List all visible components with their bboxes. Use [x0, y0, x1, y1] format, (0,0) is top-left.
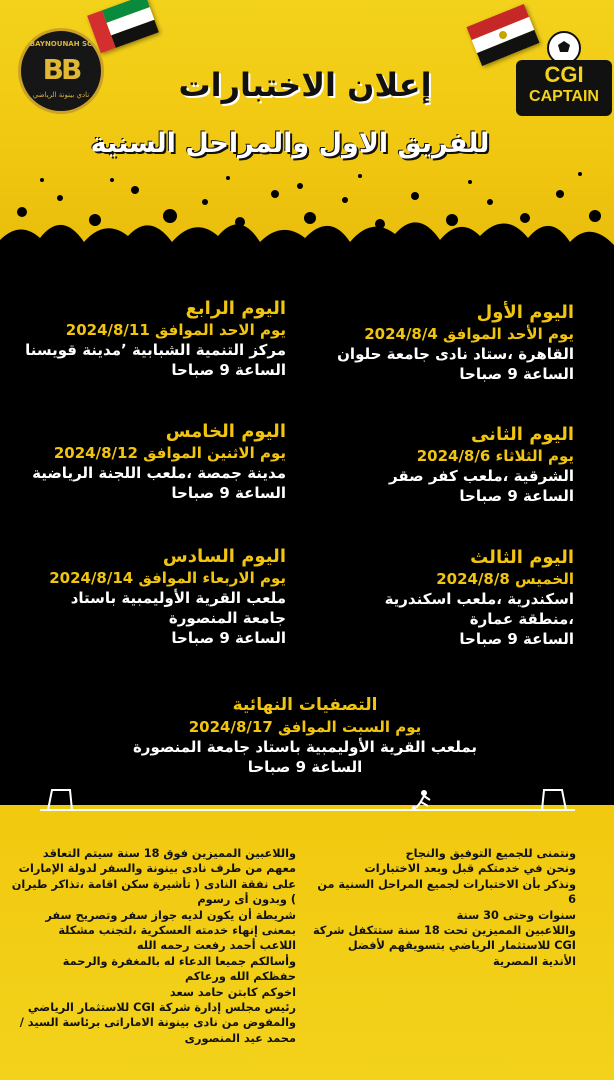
note-line: الأندية المصرية — [492, 954, 576, 968]
notes-left — [6, 846, 296, 1046]
club-logo-text-bottom: نادي بينونة الرياضي — [32, 91, 90, 99]
day-title: اليوم الثالث — [470, 547, 574, 568]
day-venue: مركز التنمية الشبابية ٬مدينة قويسنا — [25, 341, 286, 359]
day-venue: الشرقية ،ملعب كفر صقر — [388, 467, 574, 485]
day-time: الساعة 9 صباحا — [459, 487, 574, 505]
page-title: إعلان الاختبارات — [178, 66, 432, 104]
note-line: معهم من طرف نادى بينونة والسفر لدولة الإمارات — [18, 862, 296, 876]
note-line: ونتمنى للجميع التوفيق والنجاح — [405, 847, 576, 860]
finals-date: يوم السبت الموافق 2024/8/17 — [188, 718, 422, 736]
note-line: محمد عيد المنصورى — [184, 1031, 296, 1045]
day-venue: القاهرة ،ستاد نادى جامعة حلوان — [337, 345, 574, 363]
day-4 — [16, 298, 286, 380]
note-line: والمفوض من نادى بينونة الاماراتى برئاسة السيد / — [19, 1016, 296, 1030]
notes-right — [306, 846, 576, 969]
day-date: يوم الاثنين الموافق 2024/8/12 — [53, 444, 286, 462]
day-title: اليوم الخامس — [165, 421, 286, 442]
note-line: ونذكر بأن الاختبارات لجميع المراحل السنية من 6 — [317, 877, 576, 907]
note-line: سنوات وحتى 30 سنة — [456, 908, 576, 922]
note-line: ) وبدون أى رسوم — [197, 893, 296, 907]
day-3 — [314, 547, 574, 649]
day-title: اليوم السادس — [162, 546, 286, 567]
club-logo-initials: BB — [42, 53, 80, 86]
day-date: يوم الأحد الموافق 2024/8/4 — [364, 325, 574, 343]
note-line: بمعنى إنهاء خدمته العسكرية ،لتجنب مشكلة — [58, 924, 296, 938]
note-line: ونحن في خدمتكم قبل وبعد الاختبارات — [364, 862, 576, 876]
finals-title: التصفيات النهائية — [232, 695, 378, 715]
day-time: الساعة 9 صباحا — [459, 630, 574, 648]
note-line: اخوكم كابتن حامد سعد — [169, 985, 296, 999]
note-line: رئيس مجلس إدارة شركة CGI للاستثمار الرياضي — [27, 1001, 296, 1015]
day-venue: اسكندرية ،ملعب اسكندرية — [384, 590, 574, 608]
day-date: يوم الاربعاء الموافق 2024/8/14 — [49, 569, 286, 587]
baynounah-club-logo — [18, 28, 104, 114]
day-title: اليوم الأول — [476, 302, 574, 323]
club-logo-text-top: BAYNOUNAH SC — [29, 40, 93, 48]
day-1 — [314, 302, 574, 384]
note-line: واللاعبين المميزين تحت 18 سنة ستتكفل شركة — [312, 924, 576, 938]
day-date: يوم الاحد الموافق 2024/8/11 — [65, 321, 286, 339]
day-time: الساعة 9 صباحا — [171, 484, 286, 502]
pitch-graphic — [0, 784, 614, 816]
note-line: على نفقة النادى ( تأشيرة سكن اقامة ،تذاكر طيران — [11, 877, 296, 891]
note-line: وأسالكم جميعا الدعاء له بالمغفرة والرحمة — [62, 954, 296, 968]
note-line: حفظكم الله ورعاكم — [184, 970, 296, 984]
day-venue: ملعب القرية الأوليمبية باستاد — [70, 589, 286, 607]
day-date: يوم الثلاثاء 2024/8/6 — [416, 447, 574, 465]
finals-section — [80, 695, 530, 777]
day-venue-area: ،منطقة عمارة — [469, 610, 574, 628]
finals-venue: بملعب القرية الأوليمبية باستاد جامعة المنصورة — [132, 738, 478, 756]
day-venue-area: جامعة المنصورة — [168, 609, 286, 627]
day-date: الخميس 2024/8/8 — [436, 570, 574, 588]
page-subtitle: للفريق الاول والمراحل السنية — [90, 128, 490, 159]
day-venue: مدينة جمصة ،ملعب اللجنة الرياضية — [32, 464, 286, 482]
day-2 — [314, 424, 574, 506]
day-time: الساعة 9 صباحا — [171, 629, 286, 647]
note-line: اللاعب أحمد رفعت رحمه الله — [136, 939, 296, 953]
brand-line1: CGI — [544, 62, 584, 87]
day-6 — [16, 546, 286, 648]
player-icon — [412, 790, 430, 810]
paint-splatter — [0, 150, 614, 290]
brand-line2: CAPTAIN — [529, 88, 599, 105]
day-title: اليوم الثانى — [470, 424, 574, 445]
note-line: CGI للاستثمار الرياضي بتسويقهم لأفضل — [347, 939, 576, 953]
day-title: اليوم الرابع — [185, 298, 286, 319]
note-line: واللاعبين المميزين فوق 18 سنة سيتم التعاقد — [42, 847, 296, 860]
day-5 — [16, 421, 286, 503]
note-line: شريطة أن يكون لديه جواز سفر وتصريح سفر — [45, 908, 296, 922]
day-time: الساعة 9 صباحا — [171, 361, 286, 379]
finals-time: الساعة 9 صباحا — [247, 758, 363, 776]
day-time: الساعة 9 صباحا — [459, 365, 574, 383]
cgi-captain-logo — [516, 30, 612, 122]
